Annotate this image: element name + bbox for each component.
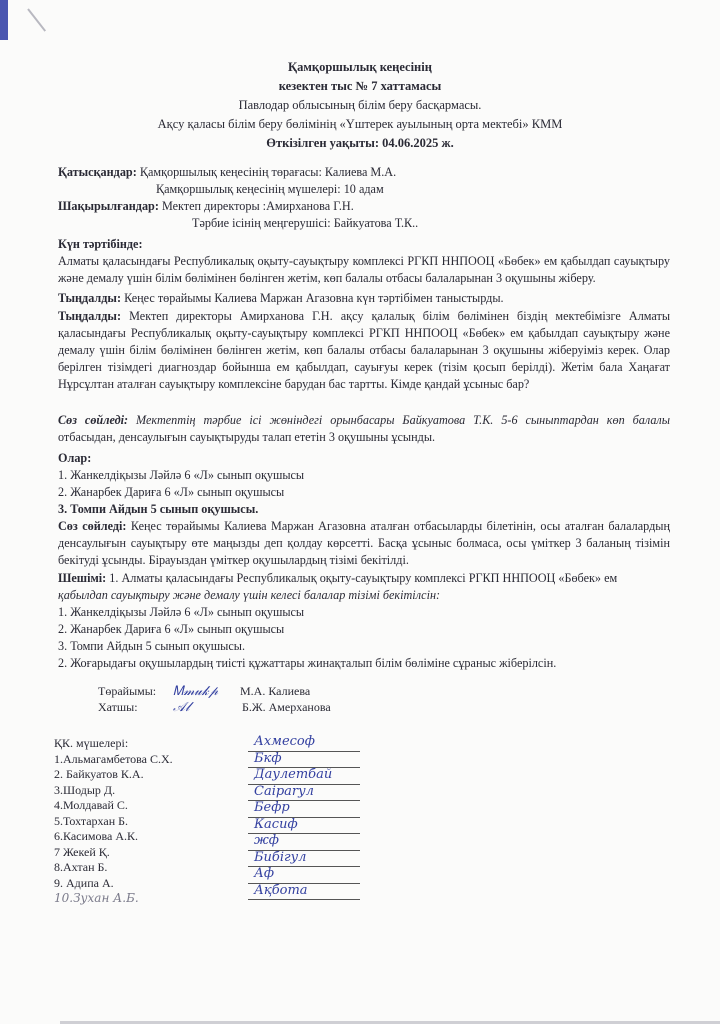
chair-label: Төрайымы: bbox=[98, 684, 157, 698]
decision-item: 1. Жанкелдіқызы Ләйлә 6 «Л» сынып оқушысы bbox=[58, 605, 305, 619]
invited-deputy: Тәрбие ісінің меңгерушісі: Байкуатова Т.К.. bbox=[192, 216, 419, 230]
candidates-section bbox=[58, 450, 670, 518]
decision-text1-italic: қабылдап сауықтыру және демалу үшін келесі балалар тізімі бекітілсін: bbox=[58, 588, 441, 602]
board-member-signature: Саiparул bbox=[248, 785, 360, 802]
agenda-text: Алматы қаласындағы Республикалық оқыту-сауықтыру комплексі РГКП ННПООЦ «Бөбек» ем қабылдап сауықтыру және демалу үшін білім бөлімінен бөлінген жетім, көп балалы отбасы балаларынан 3 оқушыны жіберу. bbox=[58, 254, 670, 285]
participants-section bbox=[58, 164, 670, 232]
heard1-text: Кеңес төрайымы Калиева Маржан Агазовна күн тәртібімен таныстырды. bbox=[124, 291, 504, 305]
decision-item: 3. Томпи Айдын 5 сынып оқушысы. bbox=[58, 639, 246, 653]
heard1-label: Тыңдалды: bbox=[58, 291, 122, 305]
board-member-name: 9. Адипа А. bbox=[54, 875, 114, 890]
header-school: Ақсу қаласы білім беру бөлімінің «Үштерек ауылының орта мектебі» КММ bbox=[157, 117, 563, 131]
board-member-signature: Бефр bbox=[248, 801, 360, 818]
chair-signature: Ꮇ𝓂𝓊𝓀𝓅 bbox=[173, 684, 219, 699]
agenda-section bbox=[58, 236, 670, 287]
board-member-signature: Аф bbox=[248, 867, 360, 884]
board-member-signature: Ақбота bbox=[248, 884, 360, 901]
speech2-section bbox=[58, 518, 670, 569]
board-member-name: 3.Шодыр Д. bbox=[54, 782, 116, 797]
board-member-name: 7 Жекей Қ. bbox=[54, 844, 110, 859]
heard2-text: Мектеп директоры Амирханова Г.Н. ақсу қалалық білім бөлімінен біздің мектебімізге Алматы қаласындағы Республикалық оқыту-сауықтыру комплексі РГКП ННПООЦ «Бөбек» ем қабылдап сауықтыру және демалу үшін білім бөлімінен бөлінген жетім, көп балалы отбасы балаларынан 3 оқушыны жіберуіміз керек. Олар берілген тізімдегі диагноздар бойынша ем қабылдап, сауығуы керек (тізім қосып берілді). Жетім бала Хаңағат Нұрсұлтан аталған сауықтыру комплексіне барудан бас тартты. Кімде қандай ұсыныс бар? bbox=[58, 309, 671, 391]
decision-item: 2. Жанарбек Дариға 6 «Л» сынып оқушысы bbox=[58, 622, 285, 636]
staple-mark bbox=[27, 8, 46, 31]
participants-label: Қатысқандар: bbox=[58, 165, 137, 179]
board-member-signature: Даулетбай bbox=[248, 768, 360, 785]
speech2-text: Кеңес төрайымы Калиева Маржан Агазовна аталған отбасыларды білетінін, осы аталған балалардың денсаулығын сауықтыру өте маңызды деп қолдау көрсетті. Басқа ұсыныс болмаса, осы үміткер 3 баланың тізімін бекітуді ұсынды. Бірауыздан үміткер оқушылардың тізімі бекітілді. bbox=[58, 519, 670, 567]
board-member-name: 6.Касимова А.К. bbox=[54, 829, 139, 843]
board-member-name: 10.Зухан А.Б. bbox=[54, 891, 139, 905]
secretary-name: Б.Ж. Амерханова bbox=[242, 700, 331, 714]
invited-director: Мектеп директоры :Амирханова Г.Н. bbox=[161, 199, 354, 213]
secretary-label: Хатшы: bbox=[98, 700, 138, 714]
candidates-label: Олар: bbox=[58, 451, 92, 465]
heard2-section bbox=[58, 308, 670, 393]
header-date: Өткізілген уақыты: 04.06.2025 ж. bbox=[266, 136, 454, 150]
agenda-label: Күн тәртібінде: bbox=[58, 237, 143, 251]
board-member-signatures bbox=[248, 735, 360, 900]
decision-text1: 1. Алматы қаласындағы Республикалық оқыту-сауықтыру комплексі РГКП ННПООЦ «Бөбек» ем bbox=[109, 571, 618, 585]
board-members-label: ҚК. мүшелері: bbox=[54, 736, 129, 750]
heard1-section bbox=[58, 290, 670, 307]
speech1-section bbox=[58, 412, 670, 446]
board-member-signature: Ахмеcoф bbox=[248, 735, 360, 752]
board-members-list bbox=[54, 736, 173, 907]
board-member-signature: Бибiгул bbox=[248, 851, 360, 868]
board-member-name: 2. Байкуатов К.А. bbox=[54, 767, 144, 781]
board-member-signature: Бкф bbox=[248, 752, 360, 769]
secretary-signature: 𝒜𝓁 bbox=[173, 700, 190, 715]
secretary-signature-row bbox=[98, 700, 331, 715]
document-header bbox=[0, 58, 720, 153]
board-member-signature: жф bbox=[248, 834, 360, 851]
speech1-text: отбасыдан, денсаулығын сауықтыруды талап ететін 3 оқушыны ұсынды. bbox=[58, 430, 436, 444]
board-member-name: 8.Ахтан Б. bbox=[54, 860, 108, 874]
chair-name: М.А. Калиева bbox=[240, 684, 311, 698]
candidate-item: 2. Жанарбек Дариға 6 «Л» сынып оқушысы bbox=[58, 485, 285, 499]
decision-section bbox=[58, 570, 670, 672]
invited-label: Шақырылғандар: bbox=[58, 199, 159, 213]
heard2-label: Тыңдалды: bbox=[58, 309, 122, 323]
candidate-item: 1. Жанкелдіқызы Ләйлә 6 «Л» сынып оқушысы bbox=[58, 468, 305, 482]
candidate-item: 3. Томпи Айдын 5 сынып оқушысы. bbox=[58, 502, 259, 516]
participants-chair: Қамқоршылық кеңесінің төрағасы: Калиева М.А. bbox=[139, 165, 397, 179]
speech1-text-italic: Мектептің тәрбие ісі жөніндегі орынбасары Байкуатова Т.К. 5-6 сыныптардан көп балалы bbox=[136, 413, 671, 427]
decision-item: 2. Жоғарыдағы оқушылардың тиісті құжаттары жинақталып білім бөліміне сұраныс жіберілсін. bbox=[58, 656, 557, 670]
board-member-name: 5.Тохтархан Б. bbox=[54, 813, 129, 828]
board-member-signature: Каcиф bbox=[248, 818, 360, 835]
header-title-line2: кезектен тыс № 7 хаттамасы bbox=[278, 79, 442, 93]
board-member-name: 4.Молдавай С. bbox=[54, 798, 128, 812]
chair-signature-row bbox=[98, 684, 310, 699]
header-organization: Павлодар облысының білім беру басқармасы. bbox=[238, 98, 482, 112]
decision-label: Шешімі: bbox=[58, 571, 107, 585]
speech1-label: Сөз сөйледі: bbox=[58, 413, 129, 427]
scan-edge-strip bbox=[0, 0, 8, 40]
header-title-line1: Қамқоршылық кеңесінің bbox=[288, 60, 432, 74]
speech2-label: Сөз сөйледі: bbox=[58, 519, 127, 533]
participants-members: Қамқоршылық кеңесінің мүшелері: 10 адам bbox=[156, 182, 384, 196]
board-member-name: 1.Альмагамбетова С.Х. bbox=[54, 751, 173, 766]
